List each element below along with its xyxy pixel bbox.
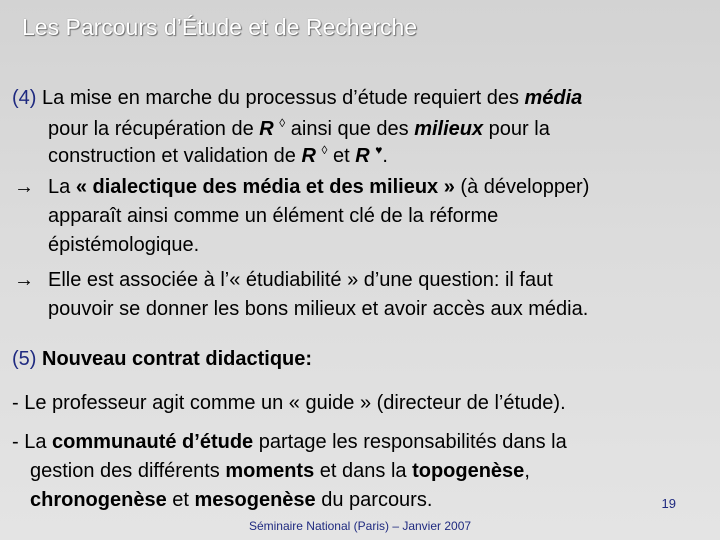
- point-4-line-1: [12, 86, 582, 110]
- dash-2-text-2c: et dans la: [314, 460, 413, 482]
- diamond-symbol: ◊: [279, 116, 286, 130]
- point-4-line-3: [48, 144, 388, 170]
- point-4-text-2a: pour la récupération de: [48, 118, 260, 140]
- dash-item-2-line-1: [12, 430, 567, 454]
- term-r: R: [259, 118, 274, 140]
- arrow-1-text-a: La: [48, 176, 76, 198]
- arrow-1-line-1: [48, 175, 589, 199]
- dash-2-text-2e: ,: [524, 460, 530, 482]
- point-5-heading: [12, 347, 312, 371]
- term-communaute: communauté d’étude: [52, 431, 254, 453]
- arrow-icon: →: [14, 176, 34, 198]
- point-5-number: (5): [12, 348, 37, 370]
- arrow-icon: →: [14, 269, 34, 291]
- term-media: média: [524, 87, 583, 109]
- arrow-1-line-3: épistémologique.: [48, 234, 200, 256]
- term-chronogenese: chronogenèse: [30, 489, 167, 511]
- point-4-text-3c: .: [382, 145, 388, 167]
- dash-2-text-3b: et: [166, 489, 195, 511]
- point-4-line-2: [48, 117, 550, 143]
- term-milieux: milieux: [414, 118, 484, 140]
- footer: Séminaire National (Paris) – Janvier 2007: [248, 519, 472, 533]
- dash-item-1: - Le professeur agit comme un « guide » (directeur de l’étude).: [12, 392, 566, 414]
- dialectique-phrase: « dialectique des média et des milieux »: [75, 176, 455, 198]
- term-topogenese: topogenèse: [412, 460, 525, 482]
- page-number: 19: [661, 496, 676, 511]
- point-4-text-3a: construction et validation de: [48, 145, 302, 167]
- point-4-text-1: La mise en marche du processus d’étude requiert des: [36, 87, 525, 109]
- point-4-text-2c: pour la: [483, 118, 550, 140]
- dash-item-2-line-2: [30, 459, 530, 483]
- diamond-symbol: ◊: [321, 143, 328, 157]
- arrow-2-line-2: pouvoir se donner les bons milieux et avoir accès aux média.: [48, 298, 589, 320]
- heart-symbol: ♥: [375, 143, 383, 157]
- point-4-text-2b: ainsi que des: [285, 118, 415, 140]
- term-moments: moments: [225, 460, 315, 482]
- arrow-1-line-2: apparaît ainsi comme un élément clé de la réforme: [48, 205, 499, 227]
- arrow-2-line-1: Elle est associée à l’« étudiabilité » d’une question: il faut: [48, 269, 553, 291]
- term-r: R: [301, 145, 316, 167]
- term-mesogenese: mesogenèse: [194, 489, 316, 511]
- dash-2-text-c: partage les responsabilités dans la: [253, 431, 567, 453]
- point-4-number: (4): [12, 87, 37, 109]
- term-r: R: [355, 145, 370, 167]
- arrow-1-text-c: (à développer): [454, 176, 590, 198]
- point-4-text-3b: et: [327, 145, 356, 167]
- slide-title: Les Parcours d’Étude et de Recherche: [22, 14, 418, 40]
- dash-2-text-3d: du parcours.: [315, 489, 433, 511]
- dash-item-2-line-3: [30, 488, 432, 512]
- dash-2-text-a: - La: [12, 431, 53, 453]
- dash-2-text-2a: gestion des différents: [30, 460, 226, 482]
- point-5-title: Nouveau contrat didactique:: [36, 348, 313, 370]
